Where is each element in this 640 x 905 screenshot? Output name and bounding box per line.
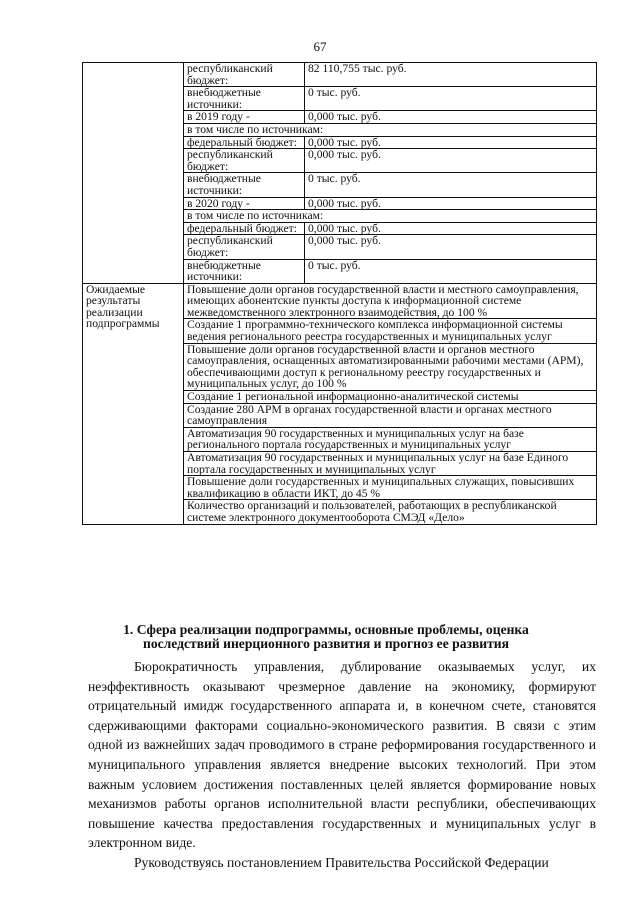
passport-table — [82, 62, 597, 525]
funding-source-cell: республиканский бюджет: — [184, 235, 305, 259]
result-item-cell: Автоматизация 90 государственных и муниципальных услуг на базе Единого портала государственных и муниципальных услуг — [184, 452, 597, 476]
body-paragraph: Бюрократичность управления, дублирование оказываемых услуг, их неэффективность оказывают чрезмерное давление на экономику, формируют отрицательный имидж государственного аппарата и, в конечном счете, становятся сдерживающими факторами социально-экономического развития. В связи с этим одной из важнейших задач проводимого в стране реформирования государственного и муниципального управления является внедрение высоких технологий. При этом важным условием достижения поставленных целей является формирование новых механизмов работы органов исполнительной власти республики, обеспечивающих повышение качества предоставления государственных и муниципальных услуг в электронном виде. — [88, 659, 596, 851]
funding-source-cell: федеральный бюджет: — [184, 222, 305, 235]
result-item-cell: Повышение доли государственных и муниципальных служащих, повысивших квалификацию в области ИКТ, до 45 % — [184, 476, 597, 500]
funding-amount-cell: 0,000 тыс. руб. — [305, 235, 597, 259]
result-item-cell: Повышение доли органов государственной власти и местного самоуправления, имеющих абонентские пункты доступа к информационной системе межведомственного электронного взаимодействия, до 100 % — [184, 283, 597, 319]
funding-amount-cell: 0 тыс. руб. — [305, 87, 597, 111]
body-paragraph: Руководствуясь постановлением Правительства Российской Федерации — [134, 854, 549, 870]
result-item-cell: Автоматизация 90 государственных и муниципальных услуг на базе регионального портала государственных и муниципальных услуг — [184, 427, 597, 451]
table-row — [83, 283, 597, 319]
funding-source-cell: федеральный бюджет: — [184, 136, 305, 149]
funding-amount-cell: 82 110,755 тыс. руб. — [305, 63, 597, 87]
funding-subheader-cell: в том числе по источникам: — [184, 123, 597, 136]
funding-year-cell: в 2020 году - — [184, 197, 305, 210]
funding-source-cell: внебюджетные источники: — [184, 259, 305, 283]
result-item-cell: Количество организаций и пользователей, работающих в республиканской системе электронного документооборота СМЭД «Дело» — [184, 500, 597, 524]
results-label-cell: Ожидаемые результаты реализации подпрограммы — [83, 283, 184, 524]
table-row — [83, 63, 597, 87]
funding-amount-cell: 0,000 тыс. руб. — [305, 197, 597, 210]
funding-amount-cell: 0,000 тыс. руб. — [305, 136, 597, 149]
funding-amount-cell: 0,000 тыс. руб. — [305, 111, 597, 124]
result-item-cell: Создание 1 региональной информационно-аналитической системы — [184, 391, 597, 404]
funding-year-cell: в 2019 году - — [184, 111, 305, 124]
funding-source-cell: республиканский бюджет: — [184, 63, 305, 87]
funding-amount-cell: 0,000 тыс. руб. — [305, 222, 597, 235]
funding-subheader-cell: в том числе по источникам: — [184, 210, 597, 223]
funding-amount-cell: 0 тыс. руб. — [305, 259, 597, 283]
funding-amount-cell: 0 тыс. руб. — [305, 173, 597, 197]
section-body — [88, 657, 596, 873]
page-number: 67 — [313, 39, 327, 54]
section-heading-line: последствий инерционного развития и прогноз ее развития — [142, 636, 509, 651]
section-heading-line: 1. Сфера реализации подпрограммы, основные проблемы, оценка — [123, 622, 529, 637]
empty-label-cell — [83, 63, 184, 284]
result-item-cell: Создание 280 АРМ в органах государственной власти и органах местного самоуправления — [184, 403, 597, 427]
funding-amount-cell: 0,000 тыс. руб. — [305, 149, 597, 173]
funding-source-cell: внебюджетные источники: — [184, 87, 305, 111]
result-item-cell: Создание 1 программно-технического комплекса информационной системы ведения регионального реестра государственных и муниципальных услуг — [184, 319, 597, 343]
section-heading — [96, 623, 556, 651]
funding-source-cell: внебюджетные источники: — [184, 173, 305, 197]
result-item-cell: Повышение доли органов государственной власти и органов местного самоуправления, оснащенных автоматизированными рабочими местами (АРМ), обеспечивающими доступ к региональному реестру государственных и муниципальных услуг, до 100 % — [184, 343, 597, 390]
funding-source-cell: республиканский бюджет: — [184, 149, 305, 173]
